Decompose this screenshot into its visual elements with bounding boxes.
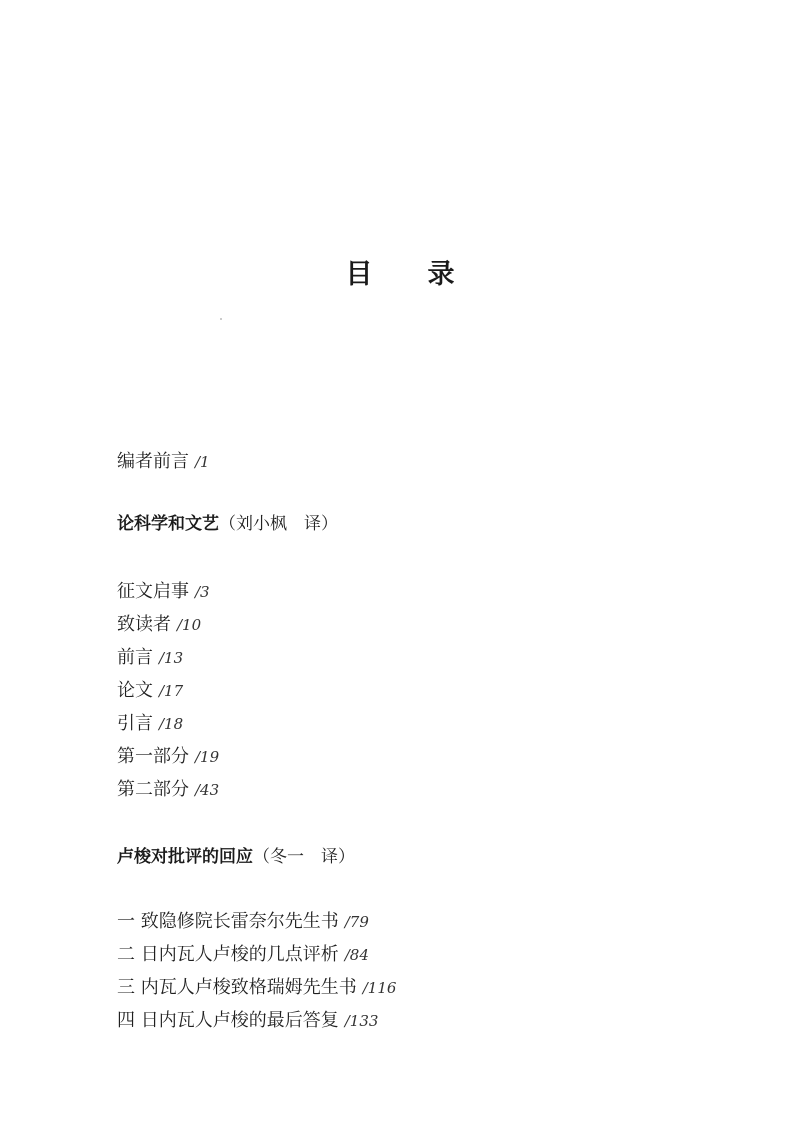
section-heading-1[interactable] <box>117 512 338 536</box>
toc-entry[interactable] <box>117 679 183 703</box>
toc-entry-label: 二 日内瓦人卢梭的几点评析 <box>117 944 339 965</box>
toc-entry-label: 前言 <box>117 647 153 668</box>
toc-entry-page: /3 <box>195 583 210 601</box>
toc-entry-label: 一 致隐修院长雷奈尔先生书 <box>117 911 339 932</box>
toc-entry[interactable] <box>117 778 219 802</box>
toc-entry-label: 四 日内瓦人卢梭的最后答复 <box>117 1010 339 1031</box>
toc-entry[interactable] <box>117 976 396 1000</box>
toc-entry-page: /43 <box>195 781 220 799</box>
section-translator: （刘小枫 译） <box>219 514 338 534</box>
toc-entry-label: 第二部分 <box>117 779 189 800</box>
toc-entry-page: /116 <box>362 979 397 997</box>
toc-entry[interactable] <box>117 613 201 637</box>
toc-entry-preface[interactable] <box>117 450 210 474</box>
toc-entry-page: /19 <box>195 748 220 766</box>
toc-entry-label: 第一部分 <box>117 746 189 767</box>
toc-entry-label: 征文启事 <box>117 581 189 602</box>
section-title: 卢梭对批评的回应 <box>117 847 253 867</box>
title-char-1: 目 <box>345 259 373 290</box>
section-translator: （冬一 译） <box>253 847 355 867</box>
toc-entry[interactable] <box>117 745 219 769</box>
toc-entry-label: 引言 <box>117 713 153 734</box>
toc-entry-page: /13 <box>159 649 184 667</box>
toc-entry-page: /84 <box>344 946 369 964</box>
section-heading-2[interactable] <box>117 845 355 869</box>
toc-entry[interactable] <box>117 580 210 604</box>
toc-entry[interactable] <box>117 1009 378 1033</box>
toc-entry[interactable] <box>117 943 369 967</box>
toc-entry-page: /17 <box>159 682 184 700</box>
toc-entry[interactable] <box>117 646 183 670</box>
toc-entry-label: 编者前言 <box>117 451 189 472</box>
page-title <box>0 252 800 291</box>
paper-speck <box>220 318 222 320</box>
toc-entry-label: 三 内瓦人卢梭致格瑞姆先生书 <box>117 977 357 998</box>
toc-entry[interactable] <box>117 712 183 736</box>
toc-entry[interactable] <box>117 910 369 934</box>
toc-entry-page: /133 <box>344 1012 379 1030</box>
toc-entry-page: /10 <box>177 616 202 634</box>
title-char-2: 录 <box>427 259 455 290</box>
toc-entry-page: /18 <box>159 715 184 733</box>
toc-entry-page: /1 <box>195 453 210 471</box>
toc-entry-label: 致读者 <box>117 614 171 635</box>
toc-entry-label: 论文 <box>117 680 153 701</box>
section-title: 论科学和文艺 <box>117 514 219 534</box>
toc-entry-page: /79 <box>344 913 369 931</box>
